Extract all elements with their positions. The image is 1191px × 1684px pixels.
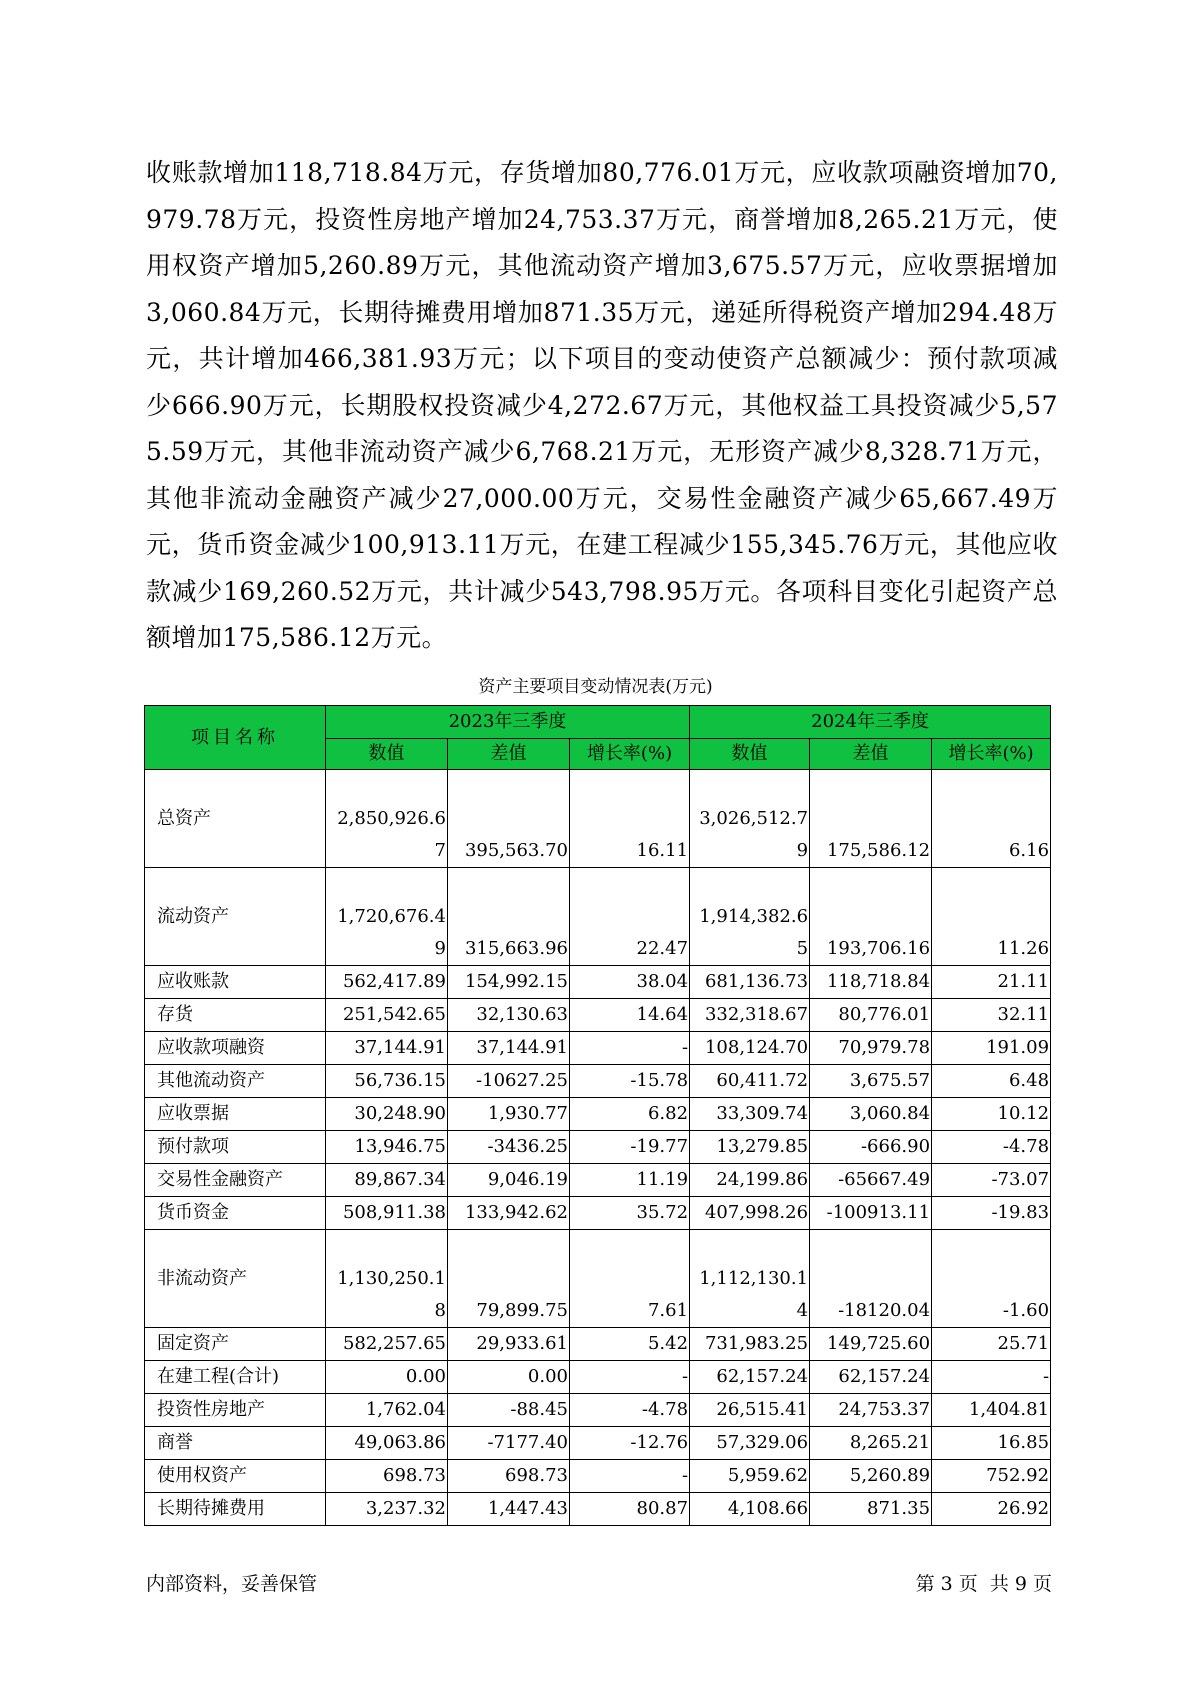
header-period-2023: 2023年三季度 xyxy=(326,706,690,739)
cell-value-2023: 89,867.34 xyxy=(326,1164,448,1197)
header-period-2024: 2024年三季度 xyxy=(690,706,1051,739)
cell-value-2023: 1,762.04 xyxy=(326,1394,448,1427)
cell-diff-2023: -88.45 xyxy=(448,1394,570,1427)
cell-growth-2024: 21.11 xyxy=(932,966,1051,999)
cell-diff-2024: 62,157.24 xyxy=(810,1361,932,1394)
cell-growth-2024: -4.78 xyxy=(932,1131,1051,1164)
cell-value-2023: 30,248.90 xyxy=(326,1098,448,1131)
cell-diff-2024: 80,776.01 xyxy=(810,999,932,1032)
table-row xyxy=(145,1361,1051,1394)
cell-diff-2024: 3,675.57 xyxy=(810,1065,932,1098)
table-row xyxy=(145,1032,1051,1065)
cell-value-2024: 332,318.67 xyxy=(690,999,810,1032)
cell-growth-2023: - xyxy=(570,1032,690,1065)
header-growth-2024: 增长率(%) xyxy=(932,739,1051,770)
cell-growth-2023: 16.11 xyxy=(570,770,690,868)
cell-growth-2024: 32.11 xyxy=(932,999,1051,1032)
table-row xyxy=(145,1197,1051,1230)
table-row xyxy=(145,770,1051,868)
cell-diff-2023: 1,930.77 xyxy=(448,1098,570,1131)
cell-diff-2023: 1,447.43 xyxy=(448,1493,570,1526)
cell-value-2023: 1,720,676.49 xyxy=(326,868,448,966)
cell-growth-2024: 1,404.81 xyxy=(932,1394,1051,1427)
cell-diff-2024: 871.35 xyxy=(810,1493,932,1526)
cell-diff-2024: -666.90 xyxy=(810,1131,932,1164)
cell-value-2023: 0.00 xyxy=(326,1361,448,1394)
footer-page-number: 第 3 页 共 9 页 xyxy=(915,1573,1052,1595)
cell-growth-2023: -19.77 xyxy=(570,1131,690,1164)
table-row xyxy=(145,1065,1051,1098)
cell-growth-2024: 752.92 xyxy=(932,1460,1051,1493)
cell-diff-2024: 8,265.21 xyxy=(810,1427,932,1460)
table-row xyxy=(145,1131,1051,1164)
table-row xyxy=(145,1493,1051,1526)
row-item-name: 长期待摊费用 xyxy=(145,1493,326,1526)
row-item-name: 总资产 xyxy=(145,770,326,868)
cell-growth-2024: - xyxy=(932,1361,1051,1394)
cell-value-2023: 698.73 xyxy=(326,1460,448,1493)
cell-value-2024: 5,959.62 xyxy=(690,1460,810,1493)
header-value-2024: 数值 xyxy=(690,739,810,770)
cell-value-2023: 562,417.89 xyxy=(326,966,448,999)
cell-diff-2024: -18120.04 xyxy=(810,1230,932,1328)
cell-diff-2024: 3,060.84 xyxy=(810,1098,932,1131)
row-item-name: 存货 xyxy=(145,999,326,1032)
cell-value-2024: 1,112,130.14 xyxy=(690,1230,810,1328)
cell-growth-2023: 80.87 xyxy=(570,1493,690,1526)
table-caption: 资产主要项目变动情况表(万元) xyxy=(478,677,713,697)
cell-diff-2023: -7177.40 xyxy=(448,1427,570,1460)
cell-diff-2024: 24,753.37 xyxy=(810,1394,932,1427)
cell-growth-2024: -1.60 xyxy=(932,1230,1051,1328)
table-row xyxy=(145,1164,1051,1197)
cell-diff-2024: -100913.11 xyxy=(810,1197,932,1230)
cell-value-2024: 26,515.41 xyxy=(690,1394,810,1427)
table-row xyxy=(145,999,1051,1032)
table-row xyxy=(145,868,1051,966)
row-item-name: 固定资产 xyxy=(145,1328,326,1361)
row-item-name: 非流动资产 xyxy=(145,1230,326,1328)
row-item-name: 应收账款 xyxy=(145,966,326,999)
table-row xyxy=(145,966,1051,999)
cell-diff-2024: -65667.49 xyxy=(810,1164,932,1197)
cell-growth-2024: 16.85 xyxy=(932,1427,1051,1460)
row-item-name: 应收票据 xyxy=(145,1098,326,1131)
table-row xyxy=(145,1098,1051,1131)
table-row xyxy=(145,1394,1051,1427)
header-value-2023: 数值 xyxy=(326,739,448,770)
cell-value-2024: 1,914,382.65 xyxy=(690,868,810,966)
cell-growth-2024: 10.12 xyxy=(932,1098,1051,1131)
cell-diff-2023: 29,933.61 xyxy=(448,1328,570,1361)
row-item-name: 在建工程(合计) xyxy=(145,1361,326,1394)
cell-diff-2024: 175,586.12 xyxy=(810,770,932,868)
cell-value-2023: 49,063.86 xyxy=(326,1427,448,1460)
cell-diff-2023: 315,663.96 xyxy=(448,868,570,966)
cell-growth-2024: 11.26 xyxy=(932,868,1051,966)
cell-value-2023: 251,542.65 xyxy=(326,999,448,1032)
cell-value-2023: 3,237.32 xyxy=(326,1493,448,1526)
cell-value-2024: 13,279.85 xyxy=(690,1131,810,1164)
row-item-name: 流动资产 xyxy=(145,868,326,966)
cell-value-2024: 407,998.26 xyxy=(690,1197,810,1230)
table-row xyxy=(145,1328,1051,1361)
row-item-name: 交易性金融资产 xyxy=(145,1164,326,1197)
cell-diff-2023: 395,563.70 xyxy=(448,770,570,868)
header-item-name: 项目名称 xyxy=(145,706,326,770)
cell-growth-2023: 5.42 xyxy=(570,1328,690,1361)
cell-diff-2023: 698.73 xyxy=(448,1460,570,1493)
cell-growth-2024: 6.48 xyxy=(932,1065,1051,1098)
cell-growth-2023: 22.47 xyxy=(570,868,690,966)
cell-growth-2023: -4.78 xyxy=(570,1394,690,1427)
row-item-name: 使用权资产 xyxy=(145,1460,326,1493)
cell-growth-2023: 11.19 xyxy=(570,1164,690,1197)
cell-diff-2023: 79,899.75 xyxy=(448,1230,570,1328)
body-paragraph: 收账款增加118,718.84万元，存货增加80,776.01万元，应收款项融资增加70,979.78万元，投资性房地产增加24,753.37万元，商誉增加8,265.21万元，使用权资产增加5,260.89万元，其他流动资产增加3,675.57万元，应收票据增加3,060.84万元，长期待摊费用增加871.35万元，递延所得税资产增加294.48万元，共计增加466,381.93万元；以下项目的变动使资产总额减少：预付款项减少666.90万元，长期股权投资减少4,272.67万元，其他权益工具投资减少5,575.59万元，其他非流动资产减少6,768.21万元，无形资产减少8,328.71万元，其他非流动金融资产减少27,000.00万元，交易性金融资产减少65,667.49万元，货币资金减少100,913.11万元，在建工程减少155,345.76万元，其他应收款减少169,260.52万元，共计减少543,798.95万元。各项科目变化引起资产总额增加175,586.12万元。 xyxy=(146,158,1058,652)
asset-change-table xyxy=(144,705,1051,1526)
cell-growth-2023: - xyxy=(570,1361,690,1394)
cell-growth-2023: 14.64 xyxy=(570,999,690,1032)
cell-value-2024: 4,108.66 xyxy=(690,1493,810,1526)
cell-growth-2024: 26.92 xyxy=(932,1493,1051,1526)
cell-diff-2023: -10627.25 xyxy=(448,1065,570,1098)
cell-diff-2023: -3436.25 xyxy=(448,1131,570,1164)
cell-growth-2023: - xyxy=(570,1460,690,1493)
table-row xyxy=(145,1427,1051,1460)
cell-value-2023: 13,946.75 xyxy=(326,1131,448,1164)
cell-growth-2023: -15.78 xyxy=(570,1065,690,1098)
row-item-name: 投资性房地产 xyxy=(145,1394,326,1427)
row-item-name: 应收款项融资 xyxy=(145,1032,326,1065)
cell-value-2024: 60,411.72 xyxy=(690,1065,810,1098)
cell-diff-2024: 149,725.60 xyxy=(810,1328,932,1361)
header-diff-2024: 差值 xyxy=(810,739,932,770)
cell-value-2024: 108,124.70 xyxy=(690,1032,810,1065)
table-body xyxy=(145,770,1051,1526)
row-item-name: 其他流动资产 xyxy=(145,1065,326,1098)
cell-diff-2024: 118,718.84 xyxy=(810,966,932,999)
cell-diff-2023: 154,992.15 xyxy=(448,966,570,999)
cell-growth-2023: 38.04 xyxy=(570,966,690,999)
cell-diff-2023: 133,942.62 xyxy=(448,1197,570,1230)
footer-confidential-note: 内部资料，妥善保管 xyxy=(146,1573,318,1595)
cell-value-2023: 37,144.91 xyxy=(326,1032,448,1065)
cell-value-2024: 3,026,512.79 xyxy=(690,770,810,868)
cell-value-2024: 33,309.74 xyxy=(690,1098,810,1131)
cell-value-2024: 731,983.25 xyxy=(690,1328,810,1361)
cell-growth-2024: -73.07 xyxy=(932,1164,1051,1197)
header-diff-2023: 差值 xyxy=(448,739,570,770)
cell-value-2024: 24,199.86 xyxy=(690,1164,810,1197)
cell-growth-2024: 25.71 xyxy=(932,1328,1051,1361)
cell-growth-2023: 35.72 xyxy=(570,1197,690,1230)
cell-diff-2023: 9,046.19 xyxy=(448,1164,570,1197)
cell-value-2023: 508,911.38 xyxy=(326,1197,448,1230)
cell-value-2024: 681,136.73 xyxy=(690,966,810,999)
row-item-name: 预付款项 xyxy=(145,1131,326,1164)
cell-growth-2024: -19.83 xyxy=(932,1197,1051,1230)
cell-growth-2024: 6.16 xyxy=(932,770,1051,868)
table-row xyxy=(145,1460,1051,1493)
cell-diff-2024: 70,979.78 xyxy=(810,1032,932,1065)
cell-growth-2024: 191.09 xyxy=(932,1032,1051,1065)
cell-diff-2024: 5,260.89 xyxy=(810,1460,932,1493)
cell-diff-2023: 0.00 xyxy=(448,1361,570,1394)
cell-value-2023: 56,736.15 xyxy=(326,1065,448,1098)
cell-diff-2023: 32,130.63 xyxy=(448,999,570,1032)
cell-growth-2023: -12.76 xyxy=(570,1427,690,1460)
cell-value-2023: 582,257.65 xyxy=(326,1328,448,1361)
cell-diff-2023: 37,144.91 xyxy=(448,1032,570,1065)
cell-growth-2023: 6.82 xyxy=(570,1098,690,1131)
row-item-name: 货币资金 xyxy=(145,1197,326,1230)
cell-value-2023: 1,130,250.18 xyxy=(326,1230,448,1328)
cell-diff-2024: 193,706.16 xyxy=(810,868,932,966)
cell-value-2023: 2,850,926.67 xyxy=(326,770,448,868)
table-row xyxy=(145,1230,1051,1328)
header-growth-2023: 增长率(%) xyxy=(570,739,690,770)
cell-value-2024: 62,157.24 xyxy=(690,1361,810,1394)
row-item-name: 商誉 xyxy=(145,1427,326,1460)
cell-growth-2023: 7.61 xyxy=(570,1230,690,1328)
cell-value-2024: 57,329.06 xyxy=(690,1427,810,1460)
